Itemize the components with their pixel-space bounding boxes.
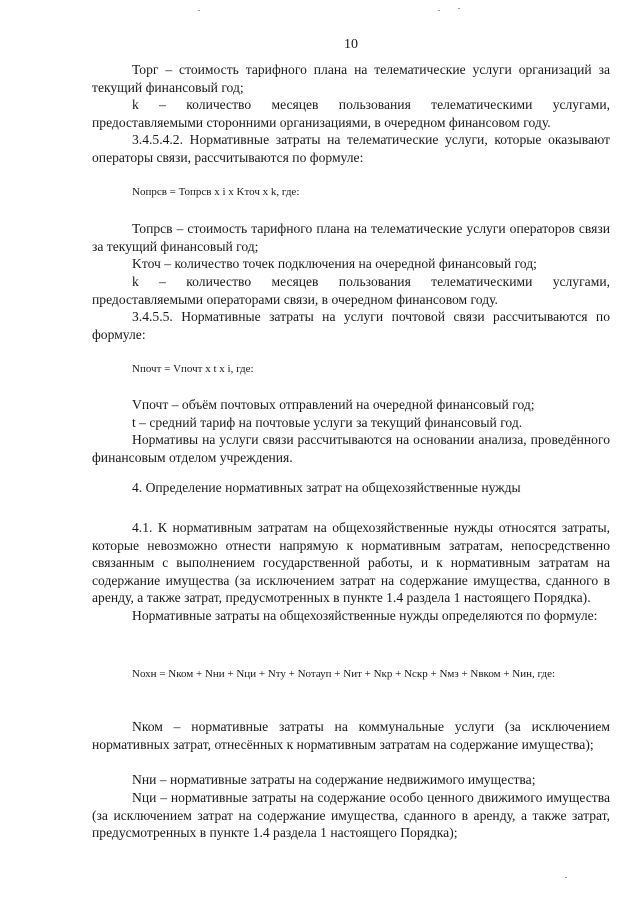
paragraph-3-4-5-4-2: 3.4.5.4.2. Нормативные затраты на телематические услуги, которые оказывают операторы связи, рассчитываются по формуле: xyxy=(92,132,610,165)
formula-noprsv: Nопрсв = Топрсв x i x Kточ x k, где: xyxy=(132,186,300,198)
formula-nohn: Nохн = Nком + Nни + Nци + Nту + Nотауп + Nит + Nкр + Nскр + Nмз + Nвком + Nин, где: xyxy=(132,668,556,680)
paragraph-torg: Торг – стоимость тарифного плана на телематические услуги организаций за текущий финансовый год; xyxy=(92,62,610,95)
paragraph-t-tariff: t – средний тариф на почтовые услуги за текущий финансовый год. xyxy=(132,415,523,430)
scan-speck xyxy=(565,877,567,878)
scan-speck xyxy=(458,8,460,9)
paragraph-vpocht: Vпочт – объём почтовых отправлений на очередной финансовый год; xyxy=(132,397,535,412)
formula-npocht: Nпочт = Vпочт x t x i, где: xyxy=(132,363,254,375)
paragraph-ktoch: Kточ – количество точек подключения на очередной финансовый год; xyxy=(132,256,537,271)
section-heading-4: 4. Определение нормативных затрат на общехозяйственные нужды xyxy=(132,480,521,495)
paragraph-toprsv: Топрсв – стоимость тарифного плана на телематические услуги операторов связи за текущий финансовый год; xyxy=(92,221,610,254)
paragraph-3-4-5-5: 3.4.5.5. Нормативные затраты на услуги почтовой связи рассчитываются по формуле: xyxy=(92,309,610,342)
page-number: 10 xyxy=(344,37,358,52)
paragraph-k-months-orgs: k – количество месяцев пользования телематическими услугами, предоставляемыми сторонними организациями, в очередном финансовом году. xyxy=(92,97,610,130)
paragraph-general-formula-intro: Нормативные затраты на общехозяйственные нужды определяются по формуле: xyxy=(132,608,598,623)
paragraph-nni: Nни – нормативные затраты на содержание недвижимого имущества; xyxy=(132,772,536,787)
paragraph-normatives-analysis: Нормативы на услуги связи рассчитываются на основании анализа, проведённого финансовым отделом учреждения. xyxy=(92,432,610,465)
scan-speck xyxy=(198,10,200,11)
scan-speck xyxy=(438,10,440,11)
paragraph-k-months-operators: k – количество месяцев пользования телематическими услугами, предоставляемыми операторами связи, в очередном финансовом году. xyxy=(92,274,610,307)
paragraph-4-1: 4.1. К нормативным затратам на общехозяйственные нужды относятся затраты, которые невозможно отнести напрямую к нормативным затратам, непосредственно связанным с выполнением государственной работы, и к нормативным затратам на содержание имущества (за исключением затрат на содержание имущества, сданного в аренду, а также затрат, предусмотренных в пункте 1.4 раздела 1 настоящего Порядка). xyxy=(92,520,610,606)
paragraph-nkom: Nком – нормативные затраты на коммунальные услуги (за исключением нормативных затрат, отнесённых к нормативным затратам на содержание имущества); xyxy=(92,719,610,752)
paragraph-ntsi: Nци – нормативные затраты на содержание особо ценного движимого имущества (за исключением затрат на содержание имущества, сданного в аренду, а также затрат, предусмотренных в пункте 1.4 раздела 1 настоящего Порядка); xyxy=(92,790,610,841)
